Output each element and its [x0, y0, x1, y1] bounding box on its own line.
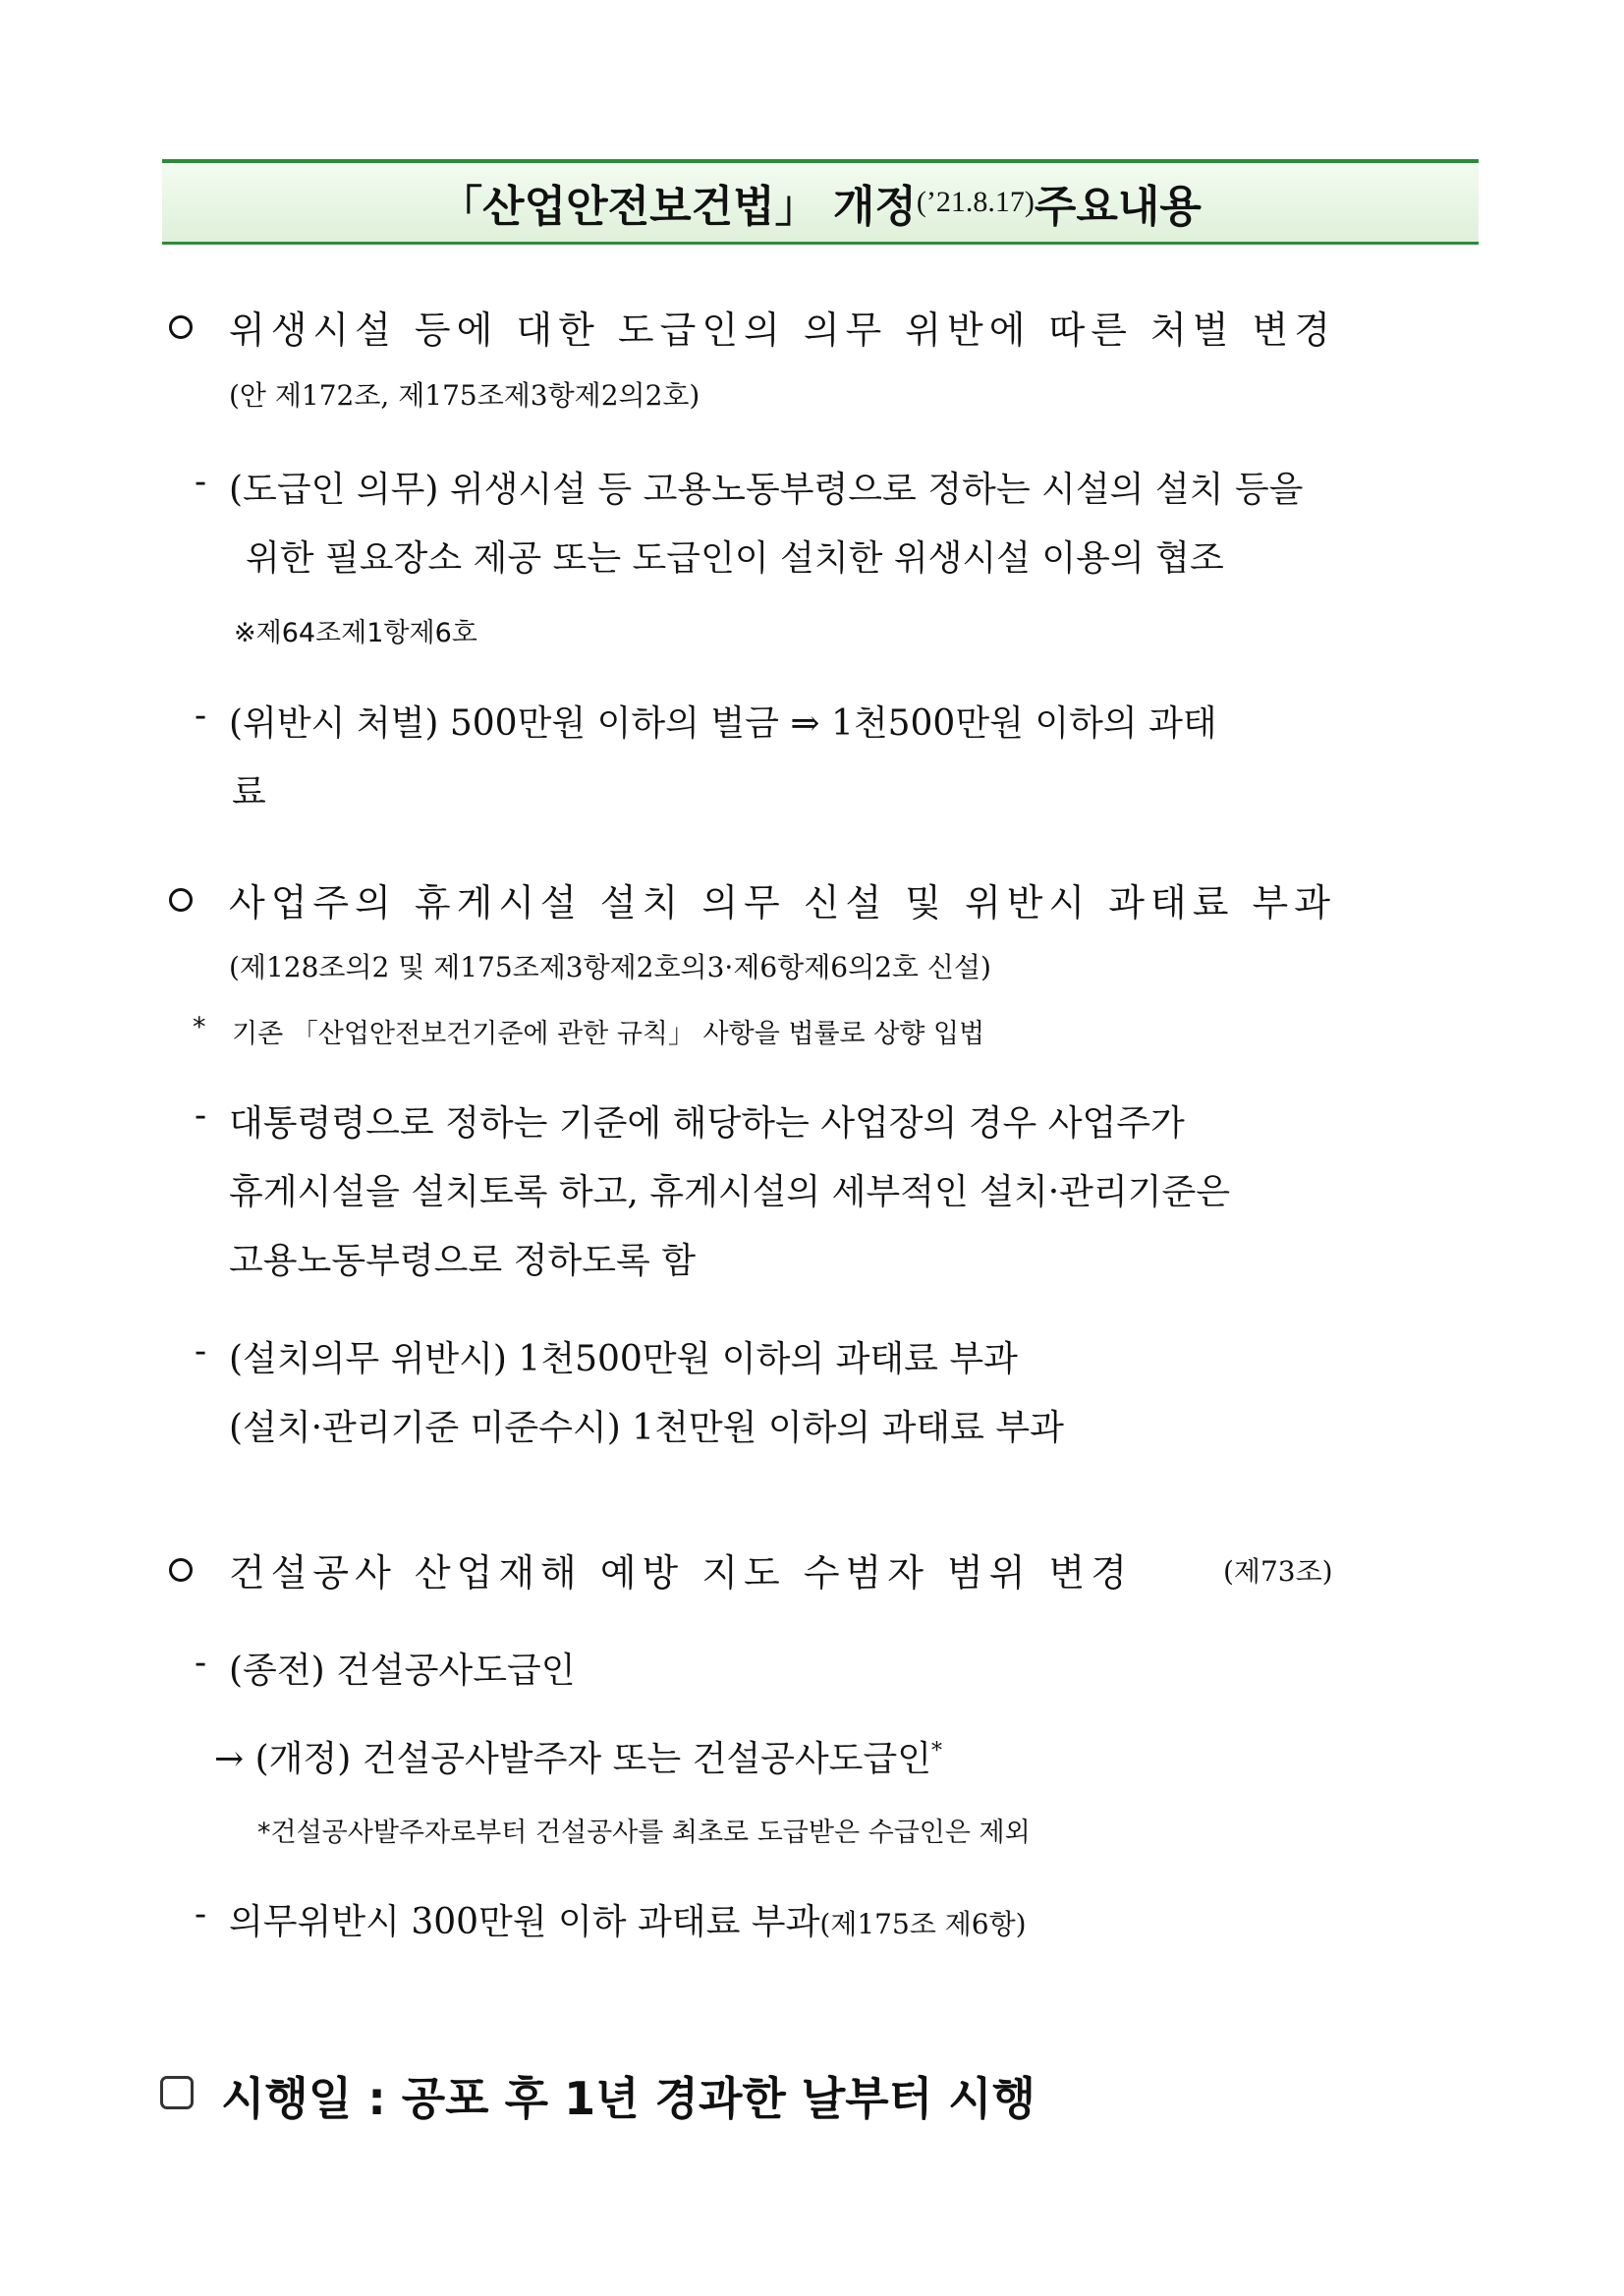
section1-item2-line1: (위반시 처벌) 500만원 이하의 벌금 ⇒ 1천500만원 이하의 과태	[229, 703, 1217, 744]
section1-item1-line2: 위한 필요장소 제공 또는 도급인이 설치한 위생시설 이용의 협조	[246, 538, 1224, 579]
section1-ref: (안 제172조, 제175조제3항제2의2호)	[229, 379, 700, 412]
section3-item2-text: → (개정) 건설공사발주자 또는 건설공사도급인	[214, 1739, 931, 1779]
section2-item2-line1: (설치의무 위반시) 1천500만원 이하의 과태료 부과	[229, 1339, 1018, 1379]
section3-item1: (종전) 건설공사도급인	[229, 1651, 576, 1691]
circle-bullet-icon	[169, 315, 193, 339]
section1-heading: 위생시설 등에 대한 도급인의 의무 위반에 따른 처벌 변경	[229, 308, 1336, 352]
title-suffix: 주요내용	[1034, 182, 1202, 232]
circle-bullet-icon	[169, 1558, 193, 1582]
section3-item2-note: *건설공사발주자로부터 건설공사를 최초로 도급받은 수급인은 제외	[257, 1818, 1031, 1848]
dash-marker: -	[195, 1643, 207, 1683]
section3-item2-sup: *	[931, 1739, 942, 1764]
section3-item2	[214, 1731, 942, 1781]
section3-item3-ref: (제175조 제6항)	[819, 1908, 1027, 1940]
section2-note: 기존 「산업안전보건기준에 관한 규칙」 사항을 법률로 상향 입법	[232, 1019, 985, 1049]
section2-item1-line2: 휴게시설을 설치토록 하고, 휴게시설의 세부적인 설치·관리기준은	[229, 1172, 1231, 1212]
section2-item1-line3: 고용노동부령으로 정하도록 함	[229, 1241, 696, 1281]
section3-item3	[229, 1894, 1027, 1944]
square-bullet-icon	[160, 2076, 194, 2109]
section3-item3-text: 의무위반시 300만원 이하 과태료 부과	[229, 1902, 820, 1942]
dash-marker: -	[195, 1095, 207, 1136]
dash-marker: -	[195, 696, 207, 736]
section3-ref: (제73조)	[1223, 1555, 1333, 1588]
section1-item1-note: ※제64조제1항제6호	[234, 618, 477, 648]
section3-heading: 건설공사 산업재해 예방 지도 수범자 범위 변경	[229, 1551, 1133, 1595]
section2-ref: (제128조의2 및 제175조제3항제2호의3·제6항제6의2호 신설)	[229, 951, 991, 983]
section2-item1-line1: 대통령령으로 정하는 기준에 해당하는 사업장의 경우 사업주가	[229, 1103, 1185, 1144]
effective-date: 시행일 : 공포 후 1년 경과한 날부터 시행	[221, 2072, 1036, 2125]
dash-marker: -	[195, 1894, 207, 1934]
dash-marker: -	[195, 462, 207, 502]
title-date: (’21.8.17)	[916, 186, 1035, 218]
dash-marker: -	[195, 1331, 207, 1372]
section2-heading: 사업주의 휴게시설 설치 의무 신설 및 위반시 과태료 부과	[229, 881, 1336, 924]
note-asterisk: *	[193, 1012, 206, 1042]
circle-bullet-icon	[169, 888, 193, 912]
section1-item2-line2: 료	[232, 772, 266, 812]
title-main: 「산업안전보건법」 개정	[439, 182, 917, 232]
page-title	[162, 159, 1479, 245]
section1-item1-line1: (도급인 의무) 위생시설 등 고용노동부령으로 정하는 시설의 설치 등을	[229, 470, 1304, 510]
section2-item2-line2: (설치·관리기준 미준수시) 1천만원 이하의 과태료 부과	[229, 1408, 1064, 1448]
